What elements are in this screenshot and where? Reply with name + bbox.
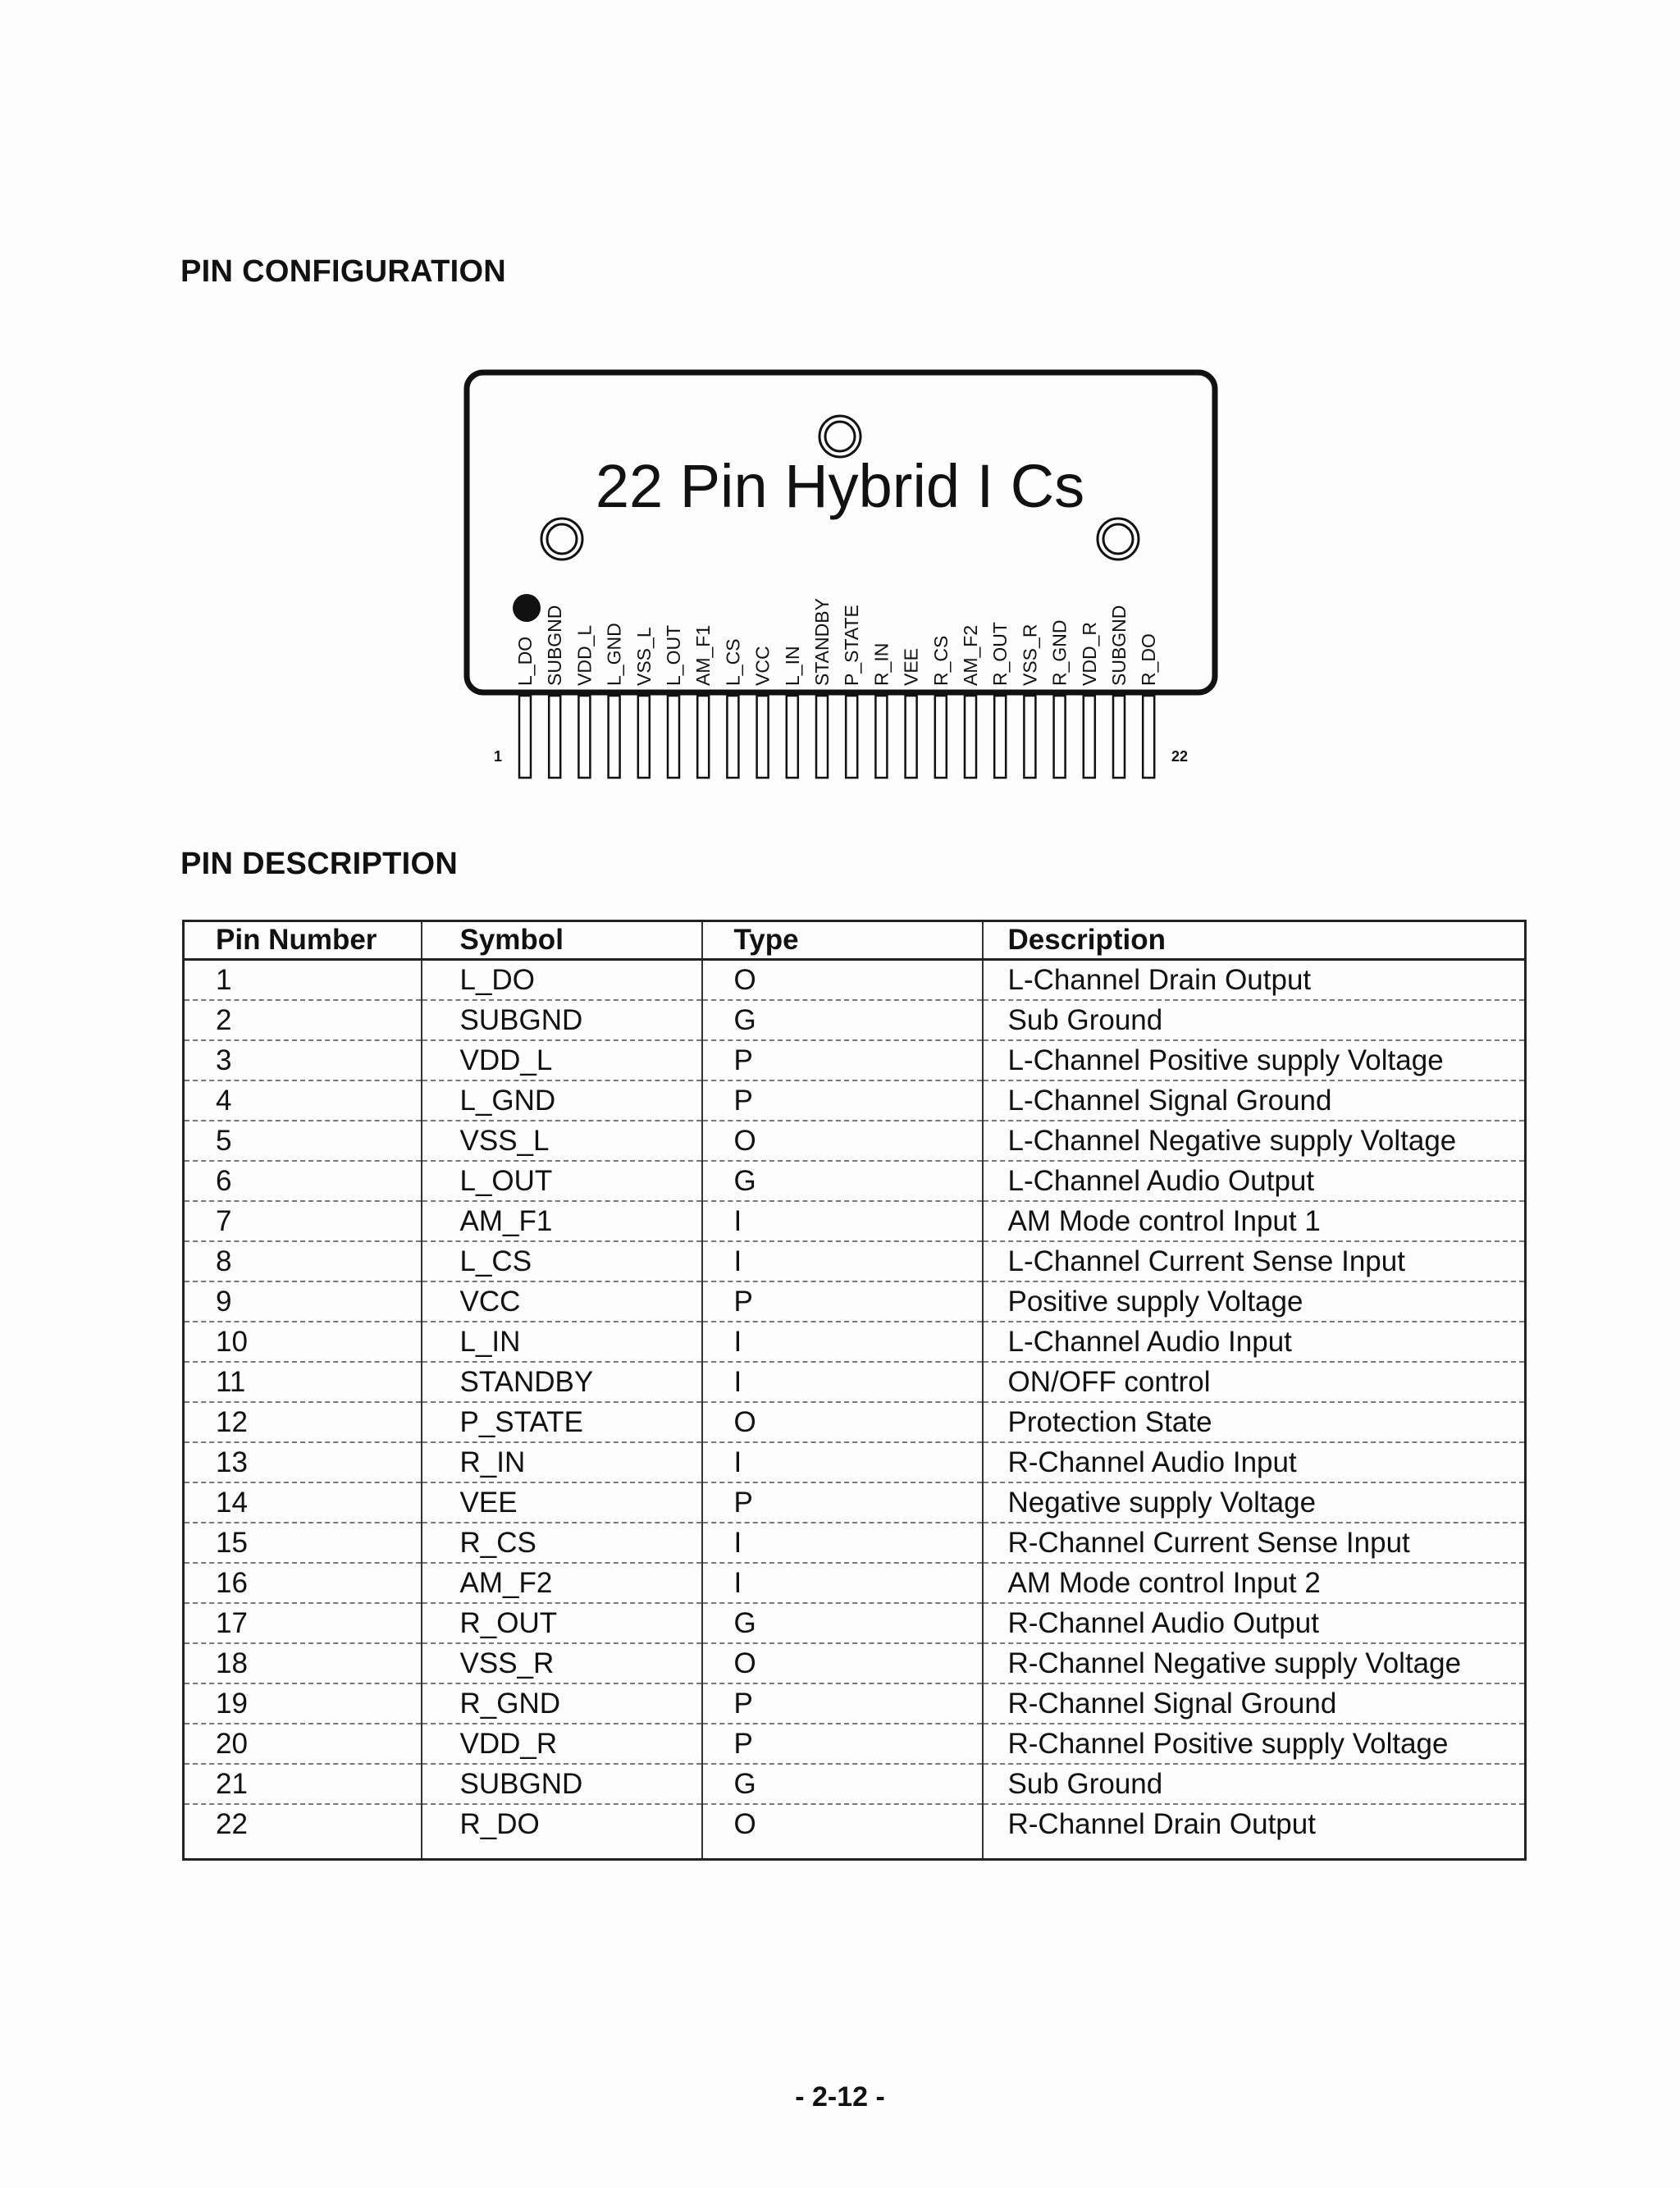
pin-number-cell: 12 [184,1402,422,1442]
pin-leads [519,696,1154,778]
table-row [184,1523,1526,1563]
type-cell: G [702,1000,983,1040]
symbol-cell: R_GND [422,1683,702,1724]
description-cell: Sub Ground [983,1000,1526,1040]
pin-label: VSS_R [1019,624,1041,686]
type-cell: P [702,1281,983,1322]
pin-lead [638,696,650,778]
symbol-cell: SUBGND [422,1000,702,1040]
pin-number-cell: 11 [184,1362,422,1402]
table-row [184,1080,1526,1121]
table-row [184,1362,1526,1402]
last-pin-number: 22 [1171,748,1189,765]
description-cell: AM Mode control Input 1 [983,1201,1526,1241]
symbol-cell: R_OUT [422,1603,702,1643]
pin-labels [514,598,1159,686]
pin-label: VDD_L [573,624,596,686]
pin-lead [1113,696,1125,778]
symbol-cell: R_IN [422,1442,702,1482]
description-cell: AM Mode control Input 2 [983,1563,1526,1603]
pin-number-cell: 14 [184,1482,422,1523]
description-cell: L-Channel Current Sense Input [983,1241,1526,1281]
table-row [184,1281,1526,1322]
description-cell: L-Channel Negative supply Voltage [983,1121,1526,1161]
header-pin-number: Pin Number [184,921,422,960]
pin-number-cell: 3 [184,1040,422,1080]
symbol-cell: AM_F1 [422,1201,702,1241]
pin-number-cell: 17 [184,1603,422,1643]
description-cell: R-Channel Current Sense Input [983,1523,1526,1563]
symbol-cell: R_DO [422,1804,702,1860]
pin-number-cell: 16 [184,1563,422,1603]
type-cell: P [702,1080,983,1121]
type-cell: O [702,1804,983,1860]
description-cell: L-Channel Drain Output [983,960,1526,1001]
pin-description-heading: PIN DESCRIPTION [180,847,459,881]
symbol-cell: P_STATE [422,1402,702,1442]
pin-number-cell: 5 [184,1121,422,1161]
pin-label: P_STATE [841,605,863,686]
ic-package-diagram [459,361,1230,788]
pin-number-cell: 7 [184,1201,422,1241]
symbol-cell: L_CS [422,1241,702,1281]
table-row [184,1804,1526,1860]
symbol-cell: VCC [422,1281,702,1322]
pin-number-cell: 15 [184,1523,422,1563]
symbol-cell: VEE [422,1482,702,1523]
symbol-cell: L_GND [422,1080,702,1121]
type-cell: G [702,1161,983,1201]
pin-label: VCC [751,646,774,686]
pin-number-cell: 4 [184,1080,422,1121]
table-row [184,1563,1526,1603]
symbol-cell: VSS_L [422,1121,702,1161]
table-row [184,1322,1526,1362]
type-cell: P [702,1040,983,1080]
pin-lead [787,696,798,778]
description-cell: L-Channel Audio Output [983,1161,1526,1201]
description-cell: R-Channel Audio Output [983,1603,1526,1643]
symbol-cell: VSS_R [422,1643,702,1683]
type-cell: I [702,1362,983,1402]
pin-lead [1143,696,1154,778]
type-cell: I [702,1241,983,1281]
pin-lead [965,696,976,778]
pin-label: VEE [900,647,922,686]
pin-lead [846,696,857,778]
pin-lead [994,696,1006,778]
pin-lead [549,696,560,778]
pin-lead [757,696,769,778]
description-cell: Sub Ground [983,1764,1526,1804]
pin-number-cell: 1 [184,960,422,1001]
description-cell: Positive supply Voltage [983,1281,1526,1322]
symbol-cell: VDD_L [422,1040,702,1080]
description-cell: R-Channel Audio Input [983,1442,1526,1482]
symbol-cell: R_CS [422,1523,702,1563]
type-cell: O [702,960,983,1001]
mounting-hole-top [819,416,861,457]
type-cell: I [702,1563,983,1603]
pin-number-cell: 19 [184,1683,422,1724]
pin1-marker-dot [513,594,541,622]
pin-label: STANDBY [811,598,833,686]
symbol-cell: L_DO [422,960,702,1001]
pin-lead [1084,696,1095,778]
description-cell: L-Channel Audio Input [983,1322,1526,1362]
table-row [184,1402,1526,1442]
pin-label: AM_F1 [692,624,714,686]
pin-number-cell: 10 [184,1322,422,1362]
table-row [184,1643,1526,1683]
first-pin-number: 1 [493,748,502,765]
type-cell: G [702,1603,983,1643]
table-row [184,1000,1526,1040]
type-cell: I [702,1442,983,1482]
pin-label: L_GND [603,623,625,686]
ic-title: 22 Pin Hybrid I Cs [595,452,1085,520]
table-row [184,960,1526,1001]
mounting-hole-left [541,518,582,560]
pin-label: L_OUT [663,624,684,686]
pin-lead [1054,696,1066,778]
pin-lead [578,696,590,778]
table-row [184,1724,1526,1764]
page-number: - 2-12 - [795,2081,885,2113]
type-cell: O [702,1643,983,1683]
type-cell: P [702,1724,983,1764]
table-header-row [184,921,1526,960]
symbol-cell: SUBGND [422,1764,702,1804]
type-cell: G [702,1764,983,1804]
table-row [184,1442,1526,1482]
symbol-cell: L_OUT [422,1161,702,1201]
table-row [184,1683,1526,1724]
table-row [184,1161,1526,1201]
description-cell: R-Channel Positive supply Voltage [983,1724,1526,1764]
pin-label: L_DO [514,636,536,686]
pin-number-cell: 22 [216,1807,248,1840]
type-cell: I [702,1523,983,1563]
pin-lead [816,696,828,778]
pin-lead [727,696,738,778]
description-cell: L-Channel Signal Ground [983,1080,1526,1121]
pin-number-cell: 2 [184,1000,422,1040]
pin-number-cell: 6 [184,1161,422,1201]
symbol-cell: VDD_R [422,1724,702,1764]
pin-lead [609,696,620,778]
type-cell: O [702,1121,983,1161]
pin-number-cell: 9 [184,1281,422,1322]
table-row [184,1201,1526,1241]
pin-lead [1024,696,1035,778]
pin-number-cell: 21 [184,1764,422,1804]
pin-label: AM_F2 [960,624,981,686]
pin-number-cell: 18 [184,1643,422,1683]
pin-label: R_CS [929,635,952,686]
pin-label: L_IN [781,646,803,686]
pin-label: R_DO [1138,633,1160,686]
pin-number-cell: 20 [184,1724,422,1764]
description-cell: Protection State [983,1402,1526,1442]
pin-lead [935,696,947,778]
type-cell: O [702,1402,983,1442]
type-cell: I [702,1201,983,1241]
description-cell: R-Channel Drain Output [983,1804,1526,1860]
pin-label: R_GND [1048,619,1071,686]
pin-configuration-heading: PIN CONFIGURATION [180,254,507,289]
header-type: Type [702,921,983,960]
symbol-cell: STANDBY [422,1362,702,1402]
pin-number-cell: 13 [184,1442,422,1482]
pin-lead [906,696,917,778]
pin-lead [668,696,679,778]
pin-label: SUBGND [544,605,566,686]
mounting-hole-right [1098,518,1139,560]
description-cell: L-Channel Positive supply Voltage [983,1040,1526,1080]
pin-description-table [182,920,1527,1861]
type-cell: P [702,1683,983,1724]
pin-label: VDD_R [1078,622,1100,686]
description-cell: R-Channel Signal Ground [983,1683,1526,1724]
table-row [184,1040,1526,1080]
table-row [184,1241,1526,1281]
pin-label: R_OUT [989,622,1011,686]
description-cell: Negative supply Voltage [983,1482,1526,1523]
description-cell: R-Channel Negative supply Voltage [983,1643,1526,1683]
table-row [184,1603,1526,1643]
pin-number-cell: 8 [184,1241,422,1281]
header-symbol: Symbol [422,921,702,960]
pin-lead [697,696,709,778]
pin-label: SUBGND [1108,605,1130,686]
table-row [184,1482,1526,1523]
description-cell: ON/OFF control [983,1362,1526,1402]
pin-label: R_IN [870,642,892,686]
type-cell: P [702,1482,983,1523]
pin-label: VSS_L [632,627,655,686]
symbol-cell: AM_F2 [422,1563,702,1603]
type-cell: I [702,1322,983,1362]
header-description: Description [983,921,1526,960]
table-row [184,1764,1526,1804]
symbol-cell: L_IN [422,1322,702,1362]
pin-label: L_CS [722,638,744,686]
pin-lead [875,696,887,778]
pin-lead [519,696,531,778]
table-row [184,1121,1526,1161]
